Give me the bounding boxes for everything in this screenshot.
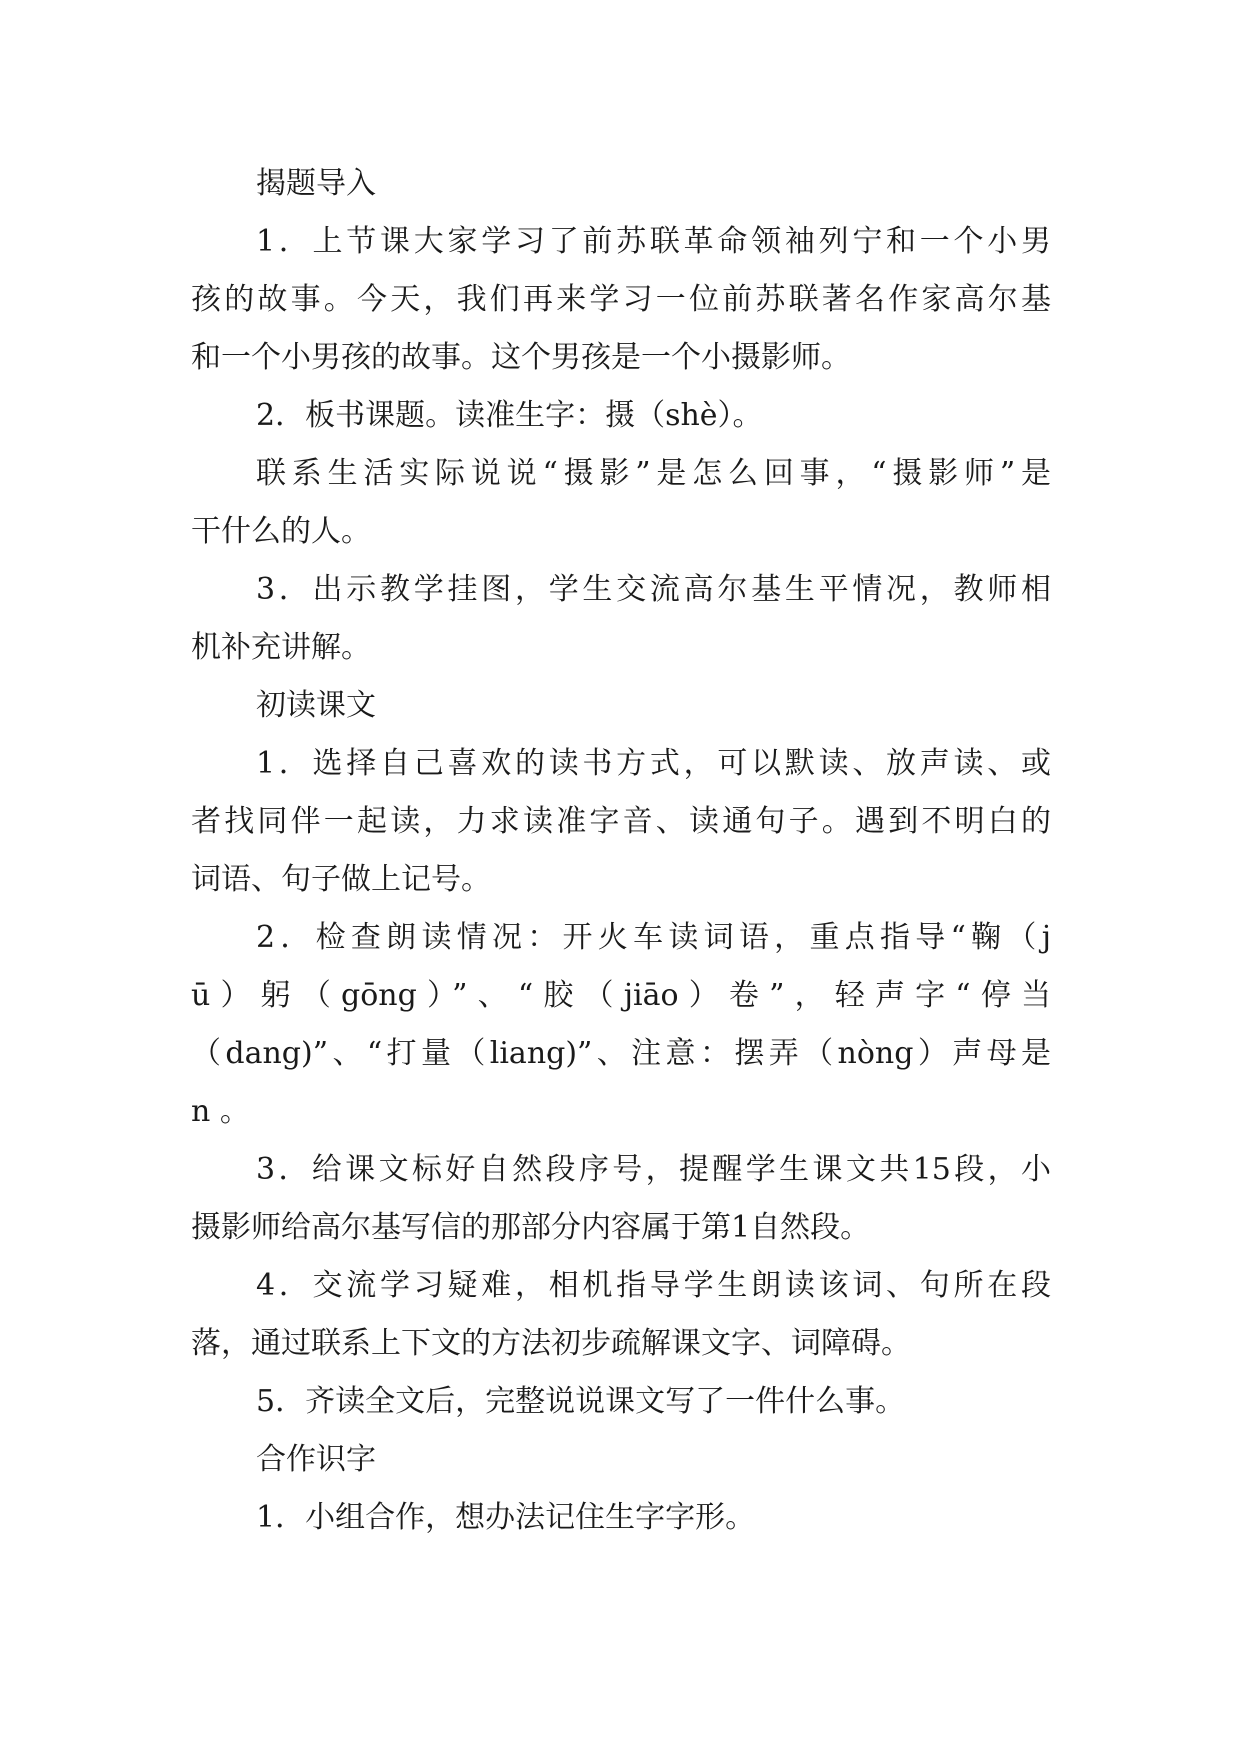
paragraph-line: 3．给课文标好自然段序号，提醒学生课文共15段，小 <box>256 1152 1051 1187</box>
paragraph-line: 孩的故事。今天，我们再来学习一位前苏联著名作家高尔基 <box>191 282 1051 317</box>
paragraph-line: 干什么的人。 <box>191 514 371 549</box>
paragraph-line: 1．小组合作，想办法记住生字字形。 <box>256 1500 756 1535</box>
section-heading: 合作识字 <box>256 1442 376 1477</box>
paragraph-line: 机补充讲解。 <box>191 630 371 665</box>
section-heading: 揭题导入 <box>256 166 376 201</box>
paragraph-line: 3．出示教学挂图，学生交流高尔基生平情况，教师相 <box>256 572 1051 607</box>
paragraph-line: 4．交流学习疑难，相机指导学生朗读该词、句所在段 <box>256 1268 1051 1303</box>
paragraph-line: （dang)”、“打量（liang)”、注意：摆弄（nòng）声母是 <box>191 1036 1051 1071</box>
document-page <box>191 155 1051 1547</box>
paragraph-line: 联系生活实际说说“摄影”是怎么回事，“摄影师”是 <box>256 456 1051 491</box>
paragraph-line: 落，通过联系上下文的方法初步疏解课文字、词障碍。 <box>191 1326 911 1361</box>
section-heading: 初读课文 <box>256 688 376 723</box>
paragraph-line: n 。 <box>191 1094 250 1129</box>
paragraph-line: 1．选择自己喜欢的读书方式，可以默读、放声读、或 <box>256 746 1051 781</box>
paragraph-line: 5．齐读全文后，完整说说课文写了一件什么事。 <box>256 1384 906 1419</box>
paragraph-line: 词语、句子做上记号。 <box>191 862 491 897</box>
paragraph-line: 者找同伴一起读，力求读准字音、读通句子。遇到不明白的 <box>191 804 1051 839</box>
paragraph-line: 2．板书课题。读准生字：摄（shè）。 <box>256 398 763 433</box>
paragraph-line: 1．上节课大家学习了前苏联革命领袖列宁和一个小男 <box>256 224 1051 259</box>
paragraph-line: 2．检查朗读情况：开火车读词语，重点指导“鞠（j <box>256 920 1051 955</box>
paragraph-line: ū）躬（gōng）”、“胶（jiāo）卷”，轻声字“停当 <box>191 978 1051 1013</box>
paragraph-line: 摄影师给高尔基写信的那部分内容属于第1自然段。 <box>191 1210 871 1245</box>
paragraph-line: 和一个小男孩的故事。这个男孩是一个小摄影师。 <box>191 340 851 375</box>
